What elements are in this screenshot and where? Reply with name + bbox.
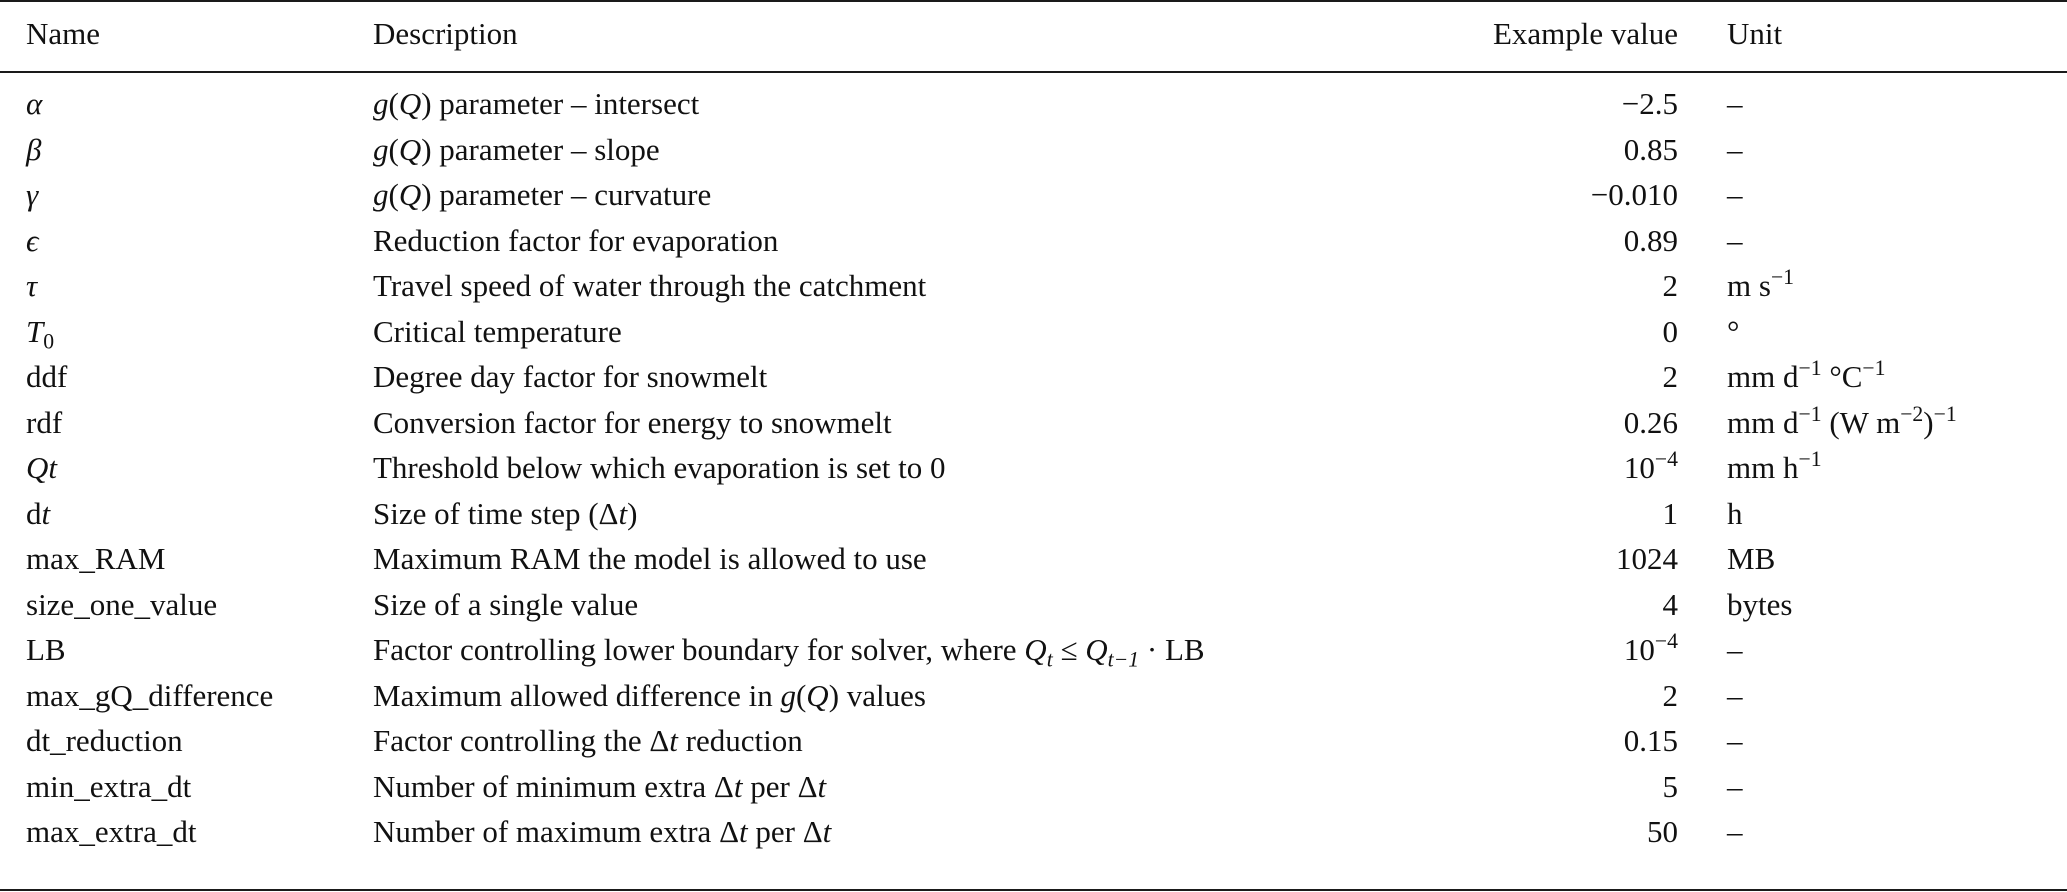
row-name: ddf bbox=[26, 359, 68, 394]
row-unit: – bbox=[1727, 86, 1743, 121]
row-unit: – bbox=[1727, 769, 1743, 804]
row-name: τ bbox=[26, 268, 38, 303]
row-description: Threshold below which evaporation is set to 0 bbox=[373, 450, 946, 485]
row-unit: – bbox=[1727, 814, 1743, 849]
row-description: Travel speed of water through the catchment bbox=[373, 268, 927, 303]
row-example-value: 4 bbox=[1662, 587, 1678, 622]
row-description: Critical temperature bbox=[373, 314, 622, 349]
row-example-value: $10^{-4}$ bbox=[1623, 629, 1678, 667]
row-example-value: 0.89 bbox=[1623, 223, 1678, 258]
row-description: Factor controlling the Δt reduction bbox=[373, 723, 803, 758]
row-unit: h bbox=[1727, 496, 1743, 531]
row-unit: – bbox=[1727, 132, 1743, 167]
row-example-value: −0.010 bbox=[1590, 177, 1678, 212]
row-name: β bbox=[26, 132, 42, 167]
row-description: Maximum allowed difference in g(Q) values bbox=[373, 678, 926, 713]
row-name: $T_0$ bbox=[26, 314, 55, 354]
row-description: g(Q) parameter – curvature bbox=[373, 177, 712, 212]
header-unit: Unit bbox=[1727, 16, 1783, 51]
row-name: LB bbox=[26, 632, 66, 667]
row-example-value: 5 bbox=[1662, 769, 1678, 804]
row-unit: – bbox=[1727, 723, 1743, 758]
row-name: max_extra_dt bbox=[26, 814, 197, 849]
row-description: Number of minimum extra Δt per Δt bbox=[373, 769, 827, 804]
row-name: γ bbox=[26, 177, 39, 212]
row-description: Reduction factor for evaporation bbox=[373, 223, 779, 258]
row-name: size_one_value bbox=[26, 587, 218, 622]
row-description: Factor controlling lower boundary for solver, where $Q_t \le Q_{t-1}$ · LB bbox=[373, 632, 1205, 672]
row-description: Number of maximum extra Δt per Δt bbox=[373, 814, 832, 849]
row-name: α bbox=[26, 86, 43, 121]
row-description: Conversion factor for energy to snowmelt bbox=[373, 405, 892, 440]
row-unit: – bbox=[1727, 678, 1743, 713]
header-description: Description bbox=[373, 16, 518, 51]
row-name: rdf bbox=[26, 405, 63, 440]
table-bottom-rule bbox=[0, 889, 2067, 891]
row-unit: bytes bbox=[1727, 587, 1793, 622]
row-example-value: 1 bbox=[1662, 496, 1678, 531]
row-example-value: −2.5 bbox=[1621, 86, 1678, 121]
row-unit: – bbox=[1727, 223, 1743, 258]
row-name: ϵ bbox=[26, 223, 39, 258]
row-description: Size of time step (Δt) bbox=[373, 496, 638, 531]
row-unit: MB bbox=[1727, 541, 1776, 576]
row-unit: mm $d^{-1}$ (W $m^{-2})^{-1}$ bbox=[1727, 402, 1957, 440]
row-example-value: 50 bbox=[1647, 814, 1678, 849]
row-example-value: 2 bbox=[1662, 268, 1678, 303]
table-top-rule bbox=[0, 0, 2067, 2]
row-name: Qt bbox=[26, 450, 57, 485]
header-name: Name bbox=[26, 16, 101, 51]
row-example-value: $10^{-4}$ bbox=[1623, 447, 1678, 485]
row-name: min_extra_dt bbox=[26, 769, 192, 804]
row-description: Degree day factor for snowmelt bbox=[373, 359, 768, 394]
row-description: g(Q) parameter – intersect bbox=[373, 86, 700, 121]
table-header-rule bbox=[0, 71, 2067, 73]
row-example-value: 2 bbox=[1662, 359, 1678, 394]
row-unit: – bbox=[1727, 632, 1743, 667]
header-example-value: Example value bbox=[1492, 16, 1678, 51]
row-description: g(Q) parameter – slope bbox=[373, 132, 660, 167]
row-example-value: 0.85 bbox=[1623, 132, 1678, 167]
row-unit: – bbox=[1727, 177, 1743, 212]
row-description: Maximum RAM the model is allowed to use bbox=[373, 541, 927, 576]
row-name: max_gQ_difference bbox=[26, 678, 274, 713]
row-example-value: 2 bbox=[1662, 678, 1678, 713]
row-name: dt bbox=[26, 496, 51, 531]
row-example-value: 1024 bbox=[1616, 541, 1678, 576]
row-name: max_RAM bbox=[26, 541, 166, 576]
row-unit: m $s^{-1}$ bbox=[1727, 265, 1795, 303]
row-example-value: 0.15 bbox=[1623, 723, 1678, 758]
row-unit: mm $d^{-1}$ $^\circ C^{-1}$ bbox=[1727, 356, 1886, 394]
row-name: dt_reduction bbox=[26, 723, 183, 758]
row-example-value: 0.26 bbox=[1623, 405, 1678, 440]
row-example-value: 0 bbox=[1662, 314, 1678, 349]
row-description: Size of a single value bbox=[373, 587, 639, 622]
row-unit: mm $h^{-1}$ bbox=[1727, 447, 1822, 485]
row-unit: ° bbox=[1727, 314, 1740, 349]
